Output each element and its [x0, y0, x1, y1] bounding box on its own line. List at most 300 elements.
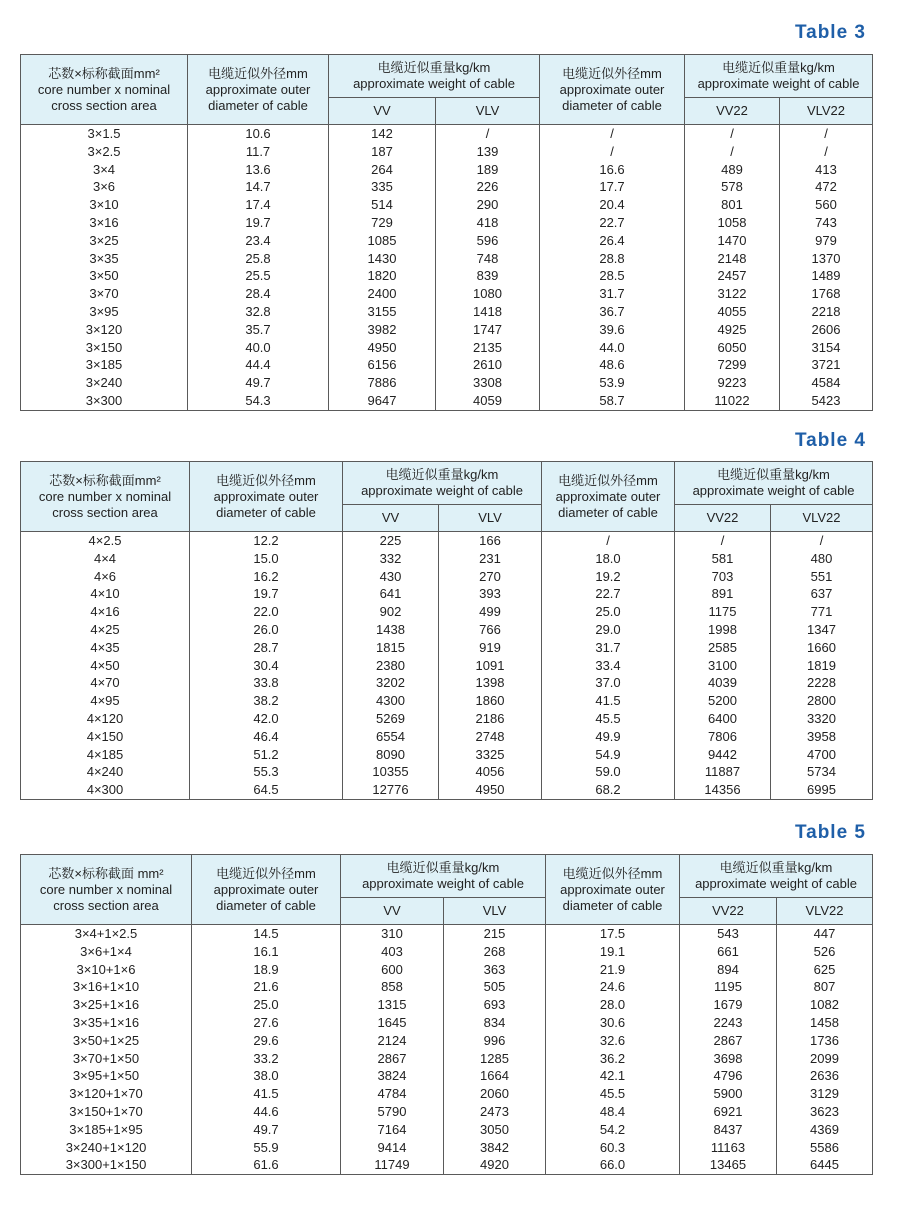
table-cell: 4039 [675, 674, 771, 692]
table-cell: 23.4 [188, 232, 329, 250]
table-row [21, 1103, 873, 1121]
table-cell: 6995 [771, 781, 873, 799]
table-cell: 766 [439, 621, 542, 639]
table-cell: 1736 [777, 1032, 873, 1050]
table-cell: 68.2 [542, 781, 675, 799]
table-cell: 3202 [343, 674, 439, 692]
table-cell: 839 [436, 267, 540, 285]
header-dia-en2: diameter of cable [216, 504, 316, 520]
table-cell: 1660 [771, 639, 873, 657]
table-cell: 3824 [341, 1067, 444, 1085]
table-cell: 3×4+1×2.5 [21, 925, 192, 943]
table-cell: 142 [329, 125, 436, 143]
table-cell: 4×240 [21, 763, 190, 781]
header-wt-cn: 电缆近似重量kg/km [377, 60, 491, 75]
table-cell: 11749 [341, 1156, 444, 1174]
table-cell: 1175 [675, 603, 771, 621]
table-cell: 2800 [771, 692, 873, 710]
table-cell: 3982 [329, 321, 436, 339]
table-cell: 17.7 [540, 178, 685, 196]
table-cell: 3×240+1×120 [21, 1139, 192, 1157]
header-dia-en1: approximate outer [559, 81, 665, 97]
table-cell: 1082 [777, 996, 873, 1014]
table-cell: 30.4 [190, 657, 343, 675]
table-cell: 2867 [341, 1050, 444, 1068]
table-cell: 54.3 [188, 392, 329, 410]
table-cell: 2867 [680, 1032, 777, 1050]
table-cell: 8437 [680, 1121, 777, 1139]
header-spec-en2: cross section area [53, 897, 159, 913]
table-cell: 4×6 [21, 568, 190, 586]
header-wt-cn: 电缆近似重量kg/km [717, 467, 830, 482]
table-cell: 215 [444, 925, 546, 943]
table-row [21, 728, 873, 746]
table-cell: 5734 [771, 763, 873, 781]
table-cell: 9442 [675, 746, 771, 764]
table-cell: 3×50+1×25 [21, 1032, 192, 1050]
table-cell: 3×95 [21, 303, 188, 321]
table-cell: 4920 [444, 1156, 546, 1174]
table-cell: 11022 [685, 392, 780, 410]
table-cell: 28.0 [546, 996, 680, 1014]
table-cell: 625 [777, 961, 873, 979]
table-cell: 2606 [780, 321, 873, 339]
header-vv: VV [341, 898, 444, 925]
table-cell: 16.2 [190, 568, 343, 586]
table-row [21, 1156, 873, 1174]
table-cell: 12776 [343, 781, 439, 799]
table-cell: 4784 [341, 1085, 444, 1103]
table-cell: 2135 [436, 339, 540, 357]
table-cell: 3×240 [21, 374, 188, 392]
table-4 [20, 461, 873, 800]
table-cell: 393 [439, 585, 542, 603]
table-cell: 33.2 [192, 1050, 341, 1068]
table-row [21, 996, 873, 1014]
table-row [21, 143, 873, 161]
table-cell: 3320 [771, 710, 873, 728]
header-vlv: VLV [436, 98, 540, 125]
table-cell: 4×35 [21, 639, 190, 657]
table-cell: 225 [343, 532, 439, 550]
table-cell: 9414 [341, 1139, 444, 1157]
table-cell: 27.6 [192, 1014, 341, 1032]
header-diameter [190, 462, 343, 532]
table-cell: 4584 [780, 374, 873, 392]
table-cell: 6554 [343, 728, 439, 746]
table-cell: 2243 [680, 1014, 777, 1032]
table-cell: 14356 [675, 781, 771, 799]
header-wt-cn: 电缆近似重量kg/km [719, 860, 833, 875]
table-cell: 834 [444, 1014, 546, 1032]
table-cell: 3100 [675, 657, 771, 675]
table-cell: 32.8 [188, 303, 329, 321]
header-dia-en2: diameter of cable [562, 97, 662, 113]
table-cell: 3050 [444, 1121, 546, 1139]
table-cell: 16.6 [540, 161, 685, 179]
header-spec-en2: cross section area [52, 504, 158, 520]
table-row [21, 550, 873, 568]
table-cell: 11.7 [188, 143, 329, 161]
header-spec-cn: 芯数×标称截面mm² [49, 472, 161, 488]
table-cell: 996 [444, 1032, 546, 1050]
table-cell: 54.9 [542, 746, 675, 764]
table-cell: 10355 [343, 763, 439, 781]
table-cell: 3623 [777, 1103, 873, 1121]
table-cell: 60.3 [546, 1139, 680, 1157]
table-cell: 64.5 [190, 781, 343, 799]
header-weight-armoured [680, 855, 873, 898]
table-cell: 551 [771, 568, 873, 586]
table-cell: 4369 [777, 1121, 873, 1139]
table-cell: 38.0 [192, 1067, 341, 1085]
table-cell: 3×150+1×70 [21, 1103, 192, 1121]
table-cell: 36.2 [546, 1050, 680, 1068]
table-cell: 2473 [444, 1103, 546, 1121]
table-cell: 4055 [685, 303, 780, 321]
table-cell: / [542, 532, 675, 550]
table-cell: 4×2.5 [21, 532, 190, 550]
table-cell: 430 [343, 568, 439, 586]
table-cell: 13.6 [188, 161, 329, 179]
table-cell: 661 [680, 943, 777, 961]
table-cell: 33.4 [542, 657, 675, 675]
table-cell: / [675, 532, 771, 550]
table-cell: 4056 [439, 763, 542, 781]
table-cell: 25.0 [192, 996, 341, 1014]
table-cell: 4×16 [21, 603, 190, 621]
table-cell: 1285 [444, 1050, 546, 1068]
header-dia-cn: 电缆近似外径mm [208, 65, 308, 81]
table-cell: 3×1.5 [21, 125, 188, 143]
table-cell: 3×10 [21, 196, 188, 214]
table-cell: 3×300+1×150 [21, 1156, 192, 1174]
table-cell: 2748 [439, 728, 542, 746]
table-cell: 55.9 [192, 1139, 341, 1157]
table-cell: / [540, 125, 685, 143]
table-cell: 4300 [343, 692, 439, 710]
header-vlv22: VLV22 [780, 98, 873, 125]
table-cell: 58.7 [540, 392, 685, 410]
header-wt-en: approximate weight of cable [362, 876, 524, 891]
header-dia-en2: diameter of cable [558, 504, 658, 520]
table-cell: 46.4 [190, 728, 343, 746]
table-cell: 25.0 [542, 603, 675, 621]
table-4-body [21, 532, 873, 800]
table-cell: 3721 [780, 356, 873, 374]
table-cell: 4925 [685, 321, 780, 339]
table-cell: 3122 [685, 285, 780, 303]
header-vlv: VLV [444, 898, 546, 925]
header-dia-en1: approximate outer [560, 881, 665, 897]
header-diameter [192, 855, 341, 925]
table-cell: 41.5 [192, 1085, 341, 1103]
header-vv: VV [329, 98, 436, 125]
table-row [21, 356, 873, 374]
table-cell: 4×25 [21, 621, 190, 639]
table-cell: 4×300 [21, 781, 190, 799]
table-cell: 807 [777, 978, 873, 996]
table-cell: 4700 [771, 746, 873, 764]
table-cell: 729 [329, 214, 436, 232]
table-cell: 3×16 [21, 214, 188, 232]
table-cell: 3×2.5 [21, 143, 188, 161]
table-cell: 600 [341, 961, 444, 979]
table-cell: 3×35+1×16 [21, 1014, 192, 1032]
table-cell: 3×120+1×70 [21, 1085, 192, 1103]
header-dia-en1: approximate outer [213, 488, 319, 504]
table-cell: 1315 [341, 996, 444, 1014]
table-row [21, 961, 873, 979]
table-row [21, 532, 873, 550]
table-row [21, 710, 873, 728]
table-cell: 2099 [777, 1050, 873, 1068]
table-cell: 1458 [777, 1014, 873, 1032]
table-cell: 26.4 [540, 232, 685, 250]
table-cell: 6445 [777, 1156, 873, 1174]
table-cell: 1347 [771, 621, 873, 639]
table-cell: 418 [436, 214, 540, 232]
table-cell: 1645 [341, 1014, 444, 1032]
header-wt-cn: 电缆近似重量kg/km [386, 860, 500, 875]
header-dia-en1: approximate outer [205, 81, 311, 97]
header-dia-cn: 电缆近似外径mm [562, 65, 662, 81]
table-cell: 5790 [341, 1103, 444, 1121]
table-row [21, 1121, 873, 1139]
table-cell: 335 [329, 178, 436, 196]
table-cell: 270 [439, 568, 542, 586]
table-row [21, 639, 873, 657]
table-row [21, 232, 873, 250]
table-cell: 1768 [780, 285, 873, 303]
table-row [21, 568, 873, 586]
header-spec-en1: core number x nominal [37, 81, 171, 97]
table-cell: 1664 [444, 1067, 546, 1085]
header-vv: VV [343, 505, 439, 532]
table-cell: 894 [680, 961, 777, 979]
table-cell: 1860 [439, 692, 542, 710]
table-cell: 2148 [685, 250, 780, 268]
header-vv22: VV22 [685, 98, 780, 125]
table-cell: 38.2 [190, 692, 343, 710]
table-cell: 49.7 [188, 374, 329, 392]
table-cell: 48.4 [546, 1103, 680, 1121]
table-cell: 10.6 [188, 125, 329, 143]
table-cell: 480 [771, 550, 873, 568]
table-cell: 26.0 [190, 621, 343, 639]
table-cell: 1091 [439, 657, 542, 675]
header-weight [329, 55, 540, 98]
table-cell: 4×95 [21, 692, 190, 710]
table-cell: 5269 [343, 710, 439, 728]
table-cell: 187 [329, 143, 436, 161]
table-row [21, 250, 873, 268]
table-cell: 891 [675, 585, 771, 603]
table-cell: 44.4 [188, 356, 329, 374]
table-cell: 447 [777, 925, 873, 943]
table-cell: 21.9 [546, 961, 680, 979]
table-cell: 44.6 [192, 1103, 341, 1121]
table-cell: 3×120 [21, 321, 188, 339]
table-cell: 19.7 [188, 214, 329, 232]
table-cell: 21.6 [192, 978, 341, 996]
table-cell: / [685, 143, 780, 161]
header-dia-cn: 电缆近似外径mm [562, 865, 663, 881]
table-cell: 3842 [444, 1139, 546, 1157]
table-row [21, 943, 873, 961]
table-cell: 268 [444, 943, 546, 961]
table-cell: 489 [685, 161, 780, 179]
table-cell: 5200 [675, 692, 771, 710]
table-cell: 4×50 [21, 657, 190, 675]
table-cell: 1998 [675, 621, 771, 639]
table-cell: 22.0 [190, 603, 343, 621]
header-spec-en1: core number x nominal [39, 881, 173, 897]
table-cell: 28.7 [190, 639, 343, 657]
table-cell: 37.0 [542, 674, 675, 692]
header-dia-en2: diameter of cable [562, 897, 663, 913]
table-5-label: Table 5 [794, 822, 866, 843]
table-row [21, 285, 873, 303]
table-cell: 3154 [780, 339, 873, 357]
header-spec-cn: 芯数×标称截面 mm² [48, 865, 164, 881]
table-cell: 1679 [680, 996, 777, 1014]
table-row [21, 374, 873, 392]
table-cell: 413 [780, 161, 873, 179]
table-cell: 543 [680, 925, 777, 943]
table-cell: 3×300 [21, 392, 188, 410]
table-cell: 3×70 [21, 285, 188, 303]
table-cell: 332 [343, 550, 439, 568]
table-cell: 41.5 [542, 692, 675, 710]
table-cell: 31.7 [540, 285, 685, 303]
header-wt-en: approximate weight of cable [695, 876, 857, 891]
table-cell: 32.6 [546, 1032, 680, 1050]
table-row [21, 621, 873, 639]
table-cell: 4059 [436, 392, 540, 410]
table-3-body [21, 125, 873, 411]
header-weight-armoured [685, 55, 873, 98]
table-cell: 3958 [771, 728, 873, 746]
table-row [21, 978, 873, 996]
table-cell: 472 [780, 178, 873, 196]
table-3-label: Table 3 [794, 22, 866, 43]
table-cell: 2585 [675, 639, 771, 657]
table-row [21, 303, 873, 321]
table-cell: 1489 [780, 267, 873, 285]
table-cell: 4796 [680, 1067, 777, 1085]
table-cell: 771 [771, 603, 873, 621]
table-cell: 166 [439, 532, 542, 550]
table-row [21, 674, 873, 692]
table-cell: 28.4 [188, 285, 329, 303]
header-vlv: VLV [439, 505, 542, 532]
table-cell: 2060 [444, 1085, 546, 1103]
table-cell: 637 [771, 585, 873, 603]
table-cell: 6921 [680, 1103, 777, 1121]
table-cell: 5423 [780, 392, 873, 410]
table-cell: 3×150 [21, 339, 188, 357]
table-cell: 18.9 [192, 961, 341, 979]
table-cell: 17.5 [546, 925, 680, 943]
table-cell: 1820 [329, 267, 436, 285]
table-cell: 3×25+1×16 [21, 996, 192, 1014]
header-wt-en: approximate weight of cable [697, 76, 860, 91]
table-cell: 231 [439, 550, 542, 568]
table-cell: 40.0 [188, 339, 329, 357]
table-cell: 1058 [685, 214, 780, 232]
table-cell: 2380 [343, 657, 439, 675]
header-weight [343, 462, 542, 505]
table-row [21, 1085, 873, 1103]
table-cell: 9223 [685, 374, 780, 392]
table-cell: 22.7 [542, 585, 675, 603]
table-cell: 1470 [685, 232, 780, 250]
table-row [21, 321, 873, 339]
header-dia-en2: diameter of cable [208, 97, 308, 113]
header-vv22: VV22 [675, 505, 771, 532]
table-cell: 42.0 [190, 710, 343, 728]
table-cell: 7886 [329, 374, 436, 392]
table-cell: 2186 [439, 710, 542, 728]
table-cell: 1819 [771, 657, 873, 675]
header-vv22: VV22 [680, 898, 777, 925]
table-cell: 8090 [343, 746, 439, 764]
table-cell: 3129 [777, 1085, 873, 1103]
table-cell: 641 [343, 585, 439, 603]
header-spec-en1: core number x nominal [38, 488, 172, 504]
table-cell: 3×4 [21, 161, 188, 179]
table-row [21, 1014, 873, 1032]
table-cell: 33.8 [190, 674, 343, 692]
table-cell: 4950 [329, 339, 436, 357]
table-cell: 3308 [436, 374, 540, 392]
table-cell: 505 [444, 978, 546, 996]
table-cell: 3×25 [21, 232, 188, 250]
table-cell: 7164 [341, 1121, 444, 1139]
table-cell: 4×150 [21, 728, 190, 746]
table-cell: 403 [341, 943, 444, 961]
table-cell: 560 [780, 196, 873, 214]
table-cell: 3×185+1×95 [21, 1121, 192, 1139]
table-cell: 11163 [680, 1139, 777, 1157]
table-5 [20, 854, 873, 1175]
table-cell: 12.2 [190, 532, 343, 550]
table-cell: 9647 [329, 392, 436, 410]
table-row [21, 657, 873, 675]
table-row [21, 267, 873, 285]
table-cell: 35.7 [188, 321, 329, 339]
table-cell: 18.0 [542, 550, 675, 568]
table-cell: 1085 [329, 232, 436, 250]
header-wt-cn: 电缆近似重量kg/km [385, 467, 499, 482]
table-row [21, 781, 873, 799]
table-cell: 902 [343, 603, 439, 621]
table-cell: 11887 [675, 763, 771, 781]
table-cell: / [540, 143, 685, 161]
table-row [21, 214, 873, 232]
header-spec-cn: 芯数×标称截面mm² [48, 65, 160, 81]
table-cell: / [780, 125, 873, 143]
table-cell: 1195 [680, 978, 777, 996]
table-cell: 2636 [777, 1067, 873, 1085]
table-cell: 14.7 [188, 178, 329, 196]
table-cell: 30.6 [546, 1014, 680, 1032]
table-cell: 189 [436, 161, 540, 179]
table-cell: 3698 [680, 1050, 777, 1068]
table-cell: 19.2 [542, 568, 675, 586]
table-row [21, 925, 873, 943]
